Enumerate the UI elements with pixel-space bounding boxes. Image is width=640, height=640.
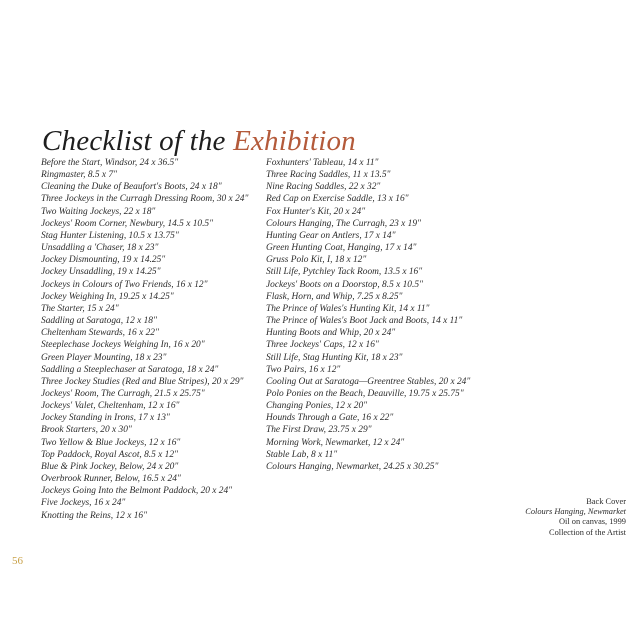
checklist-item: Jockey Unsaddling, 19 x 14.25" <box>41 267 161 278</box>
checklist-item: Two Pairs, 16 x 12" <box>266 364 341 375</box>
caption-medium: Oil on canvas, 1999 <box>559 517 626 527</box>
checklist-item: Still Life, Stag Hunting Kit, 18 x 23" <box>266 352 403 363</box>
checklist-item: Five Jockeys, 16 x 24" <box>41 498 126 509</box>
checklist-item: Red Cap on Exercise Saddle, 13 x 16" <box>266 194 409 205</box>
checklist-item: Cheltenham Stewards, 16 x 22" <box>41 328 159 339</box>
checklist-item: Hunting Boots and Whip, 20 x 24" <box>266 328 396 339</box>
checklist-item: Ringmaster, 8.5 x 7" <box>41 170 118 181</box>
checklist-item: Foxhunters' Tableau, 14 x 11" <box>266 158 379 168</box>
checklist-item: Green Hunting Coat, Hanging, 17 x 14" <box>266 243 417 254</box>
checklist-item: Gruss Polo Kit, I, 18 x 12" <box>266 255 367 266</box>
checklist-item: Steeplechase Jockeys Weighing In, 16 x 20" <box>41 340 205 351</box>
checklist-item: Two Waiting Jockeys, 22 x 18" <box>41 206 156 217</box>
checklist-item: Polo Ponies on the Beach, Deauville, 19.75 x 25.75" <box>266 388 464 399</box>
checklist-item: Cleaning the Duke of Beaufort's Boots, 24 x 18" <box>41 182 222 193</box>
checklist-item: Brook Starters, 20 x 30" <box>41 425 132 436</box>
caption-collection: Collection of the Artist <box>549 527 626 537</box>
checklist-item: Cooling Out at Saratoga—Greentree Stables, 20 x 24" <box>266 376 471 387</box>
checklist-item: Hunting Gear on Antlers, 17 x 14" <box>266 230 396 241</box>
checklist-item: The First Draw, 23.75 x 29" <box>266 425 372 436</box>
checklist-item: Unsaddling a 'Chaser, 18 x 23" <box>41 243 159 254</box>
caption-heading: Back Cover <box>586 497 626 506</box>
checklist-item: Saddling at Saratoga, 12 x 18" <box>41 316 157 327</box>
checklist-item: Knotting the Reins, 12 x 16" <box>41 510 148 521</box>
checklist-item: Three Jockeys in the Curragh Dressing Room, 30 x 24" <box>41 194 249 205</box>
checklist-item: Three Jockey Studies (Red and Blue Stripes), 20 x 29" <box>41 376 244 387</box>
caption-work-title: Colours Hanging, Newmarket <box>525 507 626 517</box>
checklist-right-column <box>266 157 470 473</box>
checklist-item: The Prince of Wales's Hunting Kit, 14 x 11" <box>266 303 430 314</box>
checklist-item: Stable Lab, 8 x 11" <box>266 449 338 460</box>
checklist-item: Jockey Standing in Irons, 17 x 13" <box>41 413 170 424</box>
checklist-item: Nine Racing Saddles, 22 x 32" <box>266 182 381 193</box>
checklist-item: The Starter, 15 x 24" <box>41 303 119 314</box>
checklist-item: Fox Hunter's Kit, 20 x 24" <box>266 206 366 217</box>
checklist-item: Top Paddock, Royal Ascot, 8.5 x 12" <box>41 449 178 460</box>
checklist-item: Hounds Through a Gate, 16 x 22" <box>266 413 394 424</box>
page-title <box>42 125 356 158</box>
checklist-item: Jockeys' Boots on a Doorstop, 8.5 x 10.5" <box>266 279 423 290</box>
checklist-item: Saddling a Steeplechaser at Saratoga, 18 x 24" <box>41 364 219 375</box>
page-title-accent: Exhibition <box>233 125 356 158</box>
checklist-item: Colours Hanging, The Curragh, 23 x 19" <box>266 218 421 229</box>
checklist-item: Jockey Weighing In, 19.25 x 14.25" <box>41 291 174 302</box>
checklist-item: Still Life, Pytchley Tack Room, 13.5 x 16" <box>266 267 423 278</box>
checklist-item: Blue & Pink Jockey, Below, 24 x 20" <box>41 461 179 472</box>
checklist-item: Three Racing Saddles, 11 x 13.5" <box>266 170 391 181</box>
checklist-item: Jockeys' Valet, Cheltenham, 12 x 16" <box>41 401 180 412</box>
checklist-item: Jockeys Going Into the Belmont Paddock, 20 x 24" <box>41 486 233 497</box>
checklist-left-column <box>41 157 248 522</box>
checklist-item: Green Player Mounting, 18 x 23" <box>41 352 167 363</box>
checklist-item: Stag Hunter Listening, 10.5 x 13.75" <box>41 230 179 241</box>
checklist-item: Jockeys' Room, The Curragh, 21.5 x 25.75" <box>41 388 205 399</box>
checklist-item: Jockey Dismounting, 19 x 14.25" <box>41 255 166 266</box>
checklist-item: Colours Hanging, Newmarket, 24.25 x 30.25" <box>266 461 439 472</box>
checklist-item: The Prince of Wales's Boot Jack and Boots, 14 x 11" <box>266 316 463 327</box>
back-cover-caption <box>525 497 626 538</box>
checklist-item: Three Jockeys' Caps, 12 x 16" <box>266 340 379 351</box>
checklist-item: Morning Work, Newmarket, 12 x 24" <box>266 437 405 448</box>
checklist-item: Jockeys' Room Corner, Newbury, 14.5 x 10.5" <box>41 218 214 229</box>
checklist-item: Before the Start, Windsor, 24 x 36.5" <box>41 158 179 168</box>
checklist-item: Flask, Horn, and Whip, 7.25 x 8.25" <box>266 291 403 302</box>
page-title-prefix: Checklist of the <box>42 125 234 158</box>
checklist-item: Changing Ponies, 12 x 20" <box>266 401 368 412</box>
page-number: 56 <box>12 555 23 567</box>
checklist-item: Overbrook Runner, Below, 16.5 x 24" <box>41 474 181 485</box>
checklist-item: Two Yellow & Blue Jockeys, 12 x 16" <box>41 437 181 448</box>
checklist-item: Jockeys in Colours of Two Friends, 16 x 12" <box>41 279 208 290</box>
